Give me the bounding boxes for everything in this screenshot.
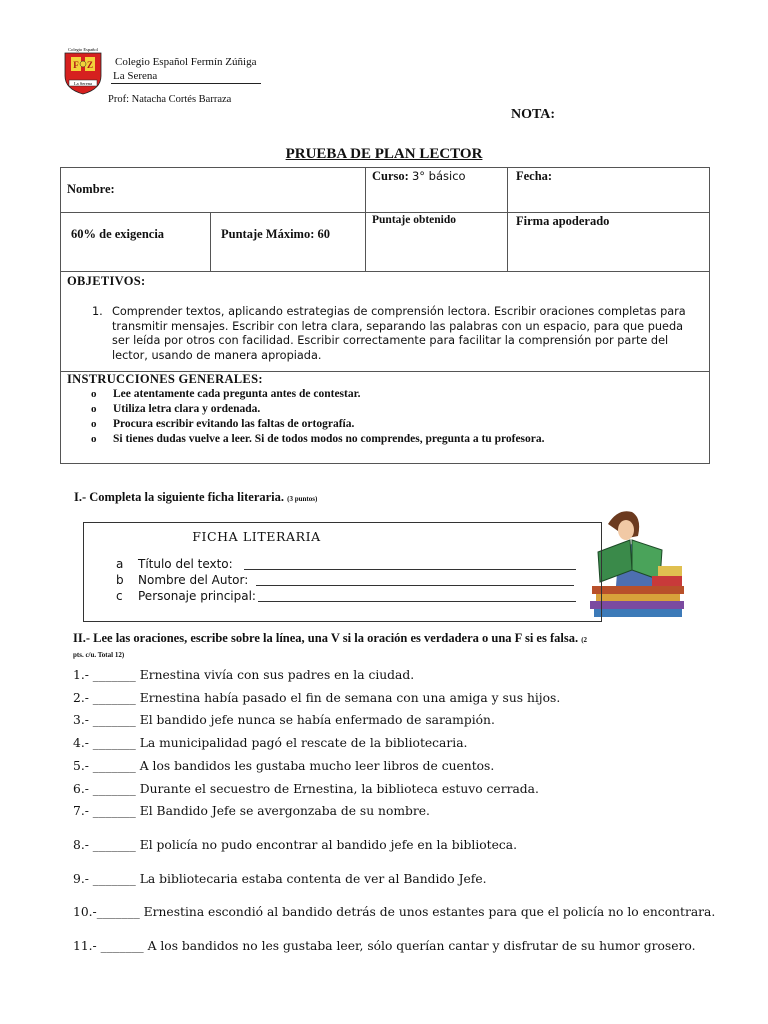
ficha-label: Personaje principal:: [138, 589, 256, 603]
objetivos-title: OBJETIVOS:: [67, 274, 146, 288]
bullet: o: [91, 433, 97, 446]
list-item: [91, 387, 709, 402]
nombre-label: Nombre:: [67, 182, 115, 196]
question-9[interactable]: 9.- _______ La bibliotecaria estaba contenta de ver al Bandido Jefe.: [73, 872, 487, 886]
section-1-points: (3 puntos): [287, 495, 318, 503]
ficha-label: Nombre del Autor:: [138, 573, 249, 587]
ficha-line-titulo[interactable]: [116, 557, 233, 571]
answer-line[interactable]: [256, 585, 574, 586]
list-item: [91, 417, 709, 432]
section-2-text: II.- Lee las oraciones, escribe sobre la línea, una V si la oración es verdadera o una F si es falsa.: [73, 631, 579, 645]
question-4[interactable]: 4.- _______ La municipalidad pagó el rescate de la bibliotecaria.: [73, 736, 468, 750]
answer-line[interactable]: [244, 569, 576, 570]
section-2-points: (2: [581, 636, 588, 644]
logo-bottom-text: La Serena: [73, 81, 93, 86]
question-11[interactable]: 11.- _______ A los bandidos no les gustaba leer, sólo querían cantar y disfrutar de su humor grosero.: [73, 939, 696, 953]
bullet: o: [91, 418, 97, 431]
firma-label: Firma apoderado: [516, 214, 610, 228]
ficha-literaria-box: [83, 522, 602, 622]
objetivos-cell: [61, 272, 710, 372]
exigencia-text: 60% de exigencia: [61, 213, 211, 271]
page-title: PRUEBA DE PLAN LECTOR: [285, 146, 483, 162]
fecha-cell[interactable]: [508, 168, 710, 213]
section-2-points-total: pts. c/u. Total 12): [73, 651, 125, 659]
curso-cell: [366, 168, 508, 213]
svg-text:F: F: [73, 60, 79, 70]
puntaje-obtenido-cell[interactable]: [366, 213, 508, 272]
ficha-line-personaje[interactable]: [116, 589, 256, 603]
ficha-key: b: [116, 573, 124, 587]
instruction-text: Lee atentamente cada pregunta antes de contestar.: [113, 388, 361, 401]
school-info: [113, 55, 256, 83]
ficha-key: a: [116, 557, 124, 571]
puntaje-maximo-text: Puntaje Máximo: 60: [221, 227, 331, 241]
fecha-label: Fecha:: [516, 169, 553, 183]
nombre-cell[interactable]: [61, 168, 366, 213]
curso-label: Curso:: [372, 169, 409, 183]
girl-reading-illustration: [588, 490, 688, 622]
list-item: [91, 432, 709, 447]
school-logo: [62, 46, 104, 96]
list-item: [91, 402, 709, 417]
puntaje-obtenido-label: Puntaje obtenido: [372, 214, 457, 226]
school-city: La Serena: [113, 70, 158, 82]
answer-line[interactable]: [258, 601, 576, 602]
instrucciones-cell: [61, 372, 710, 464]
school-name: Colegio Español Fermín Zúñiga: [115, 56, 257, 68]
info-table: [60, 167, 710, 464]
nota-label: NOTA:: [511, 107, 556, 122]
instrucciones-list: [61, 387, 709, 447]
ficha-key: c: [116, 589, 123, 603]
question-8[interactable]: 8.- _______ El policía no pudo encontrar al bandido jefe en la biblioteca.: [73, 838, 517, 852]
instruction-text: Si tienes dudas vuelve a leer. Si de todos modos no comprendes, pregunta a tu profesora.: [113, 433, 545, 446]
instruction-text: Utiliza letra clara y ordenada.: [113, 403, 261, 416]
ficha-line-autor[interactable]: [116, 573, 248, 587]
professor-name: Prof: Natacha Cortés Barraza: [108, 94, 232, 105]
question-2[interactable]: 2.- _______ Ernestina había pasado el fin de semana con una amiga y sus hijos.: [73, 691, 561, 705]
ficha-title: FICHA LITERARIA: [192, 529, 321, 544]
score-row: [61, 213, 366, 272]
ficha-label: Título del texto:: [138, 557, 233, 571]
header-rule: [111, 83, 261, 84]
objetivo-text: Comprender textos, aplicando estrategias de comprensión lectora. Escribir oraciones completas para transmitir mensajes. Escribir con letra clara, separando las palabras con un espacio, para que pueda ser leída por otros con facilidad. Escribir correctamente para facilitar la comprensión por parte del lector, usando de manera apropiada.: [112, 305, 686, 362]
objetivos-item: [92, 305, 699, 363]
bullet: o: [91, 388, 97, 401]
objetivo-number: 1.: [92, 305, 103, 318]
question-5[interactable]: 5.- _______ A los bandidos les gustaba mucho leer libros de cuentos.: [73, 759, 495, 773]
bullet: o: [91, 403, 97, 416]
section-1-heading: [74, 490, 317, 505]
question-7[interactable]: 7.- _______ El Bandido Jefe se avergonzaba de su nombre.: [73, 804, 430, 818]
svg-text:Z: Z: [86, 60, 94, 70]
instrucciones-title: INSTRUCCIONES GENERALES:: [67, 372, 263, 387]
logo-top-text: Colegio Español: [68, 47, 98, 52]
question-10[interactable]: 10.-_______ Ernestina escondió al bandido detrás de unos estantes para que el policía no lo encontrara.: [73, 905, 716, 919]
question-1[interactable]: 1.- _______ Ernestina vivía con sus padres en la ciudad.: [73, 668, 415, 682]
firma-cell[interactable]: [508, 213, 710, 272]
question-3[interactable]: 3.- _______ El bandido jefe nunca se había enfermado de sarampión.: [73, 713, 495, 727]
question-6[interactable]: 6.- _______ Durante el secuestro de Ernestina, la biblioteca estuvo cerrada.: [73, 782, 539, 796]
curso-value: 3° básico: [411, 169, 466, 183]
section-2-heading: [73, 632, 713, 662]
instruction-text: Procura escribir evitando las faltas de ortografía.: [113, 418, 355, 431]
section-1-text: I.- Completa la siguiente ficha literaria.: [74, 490, 285, 504]
